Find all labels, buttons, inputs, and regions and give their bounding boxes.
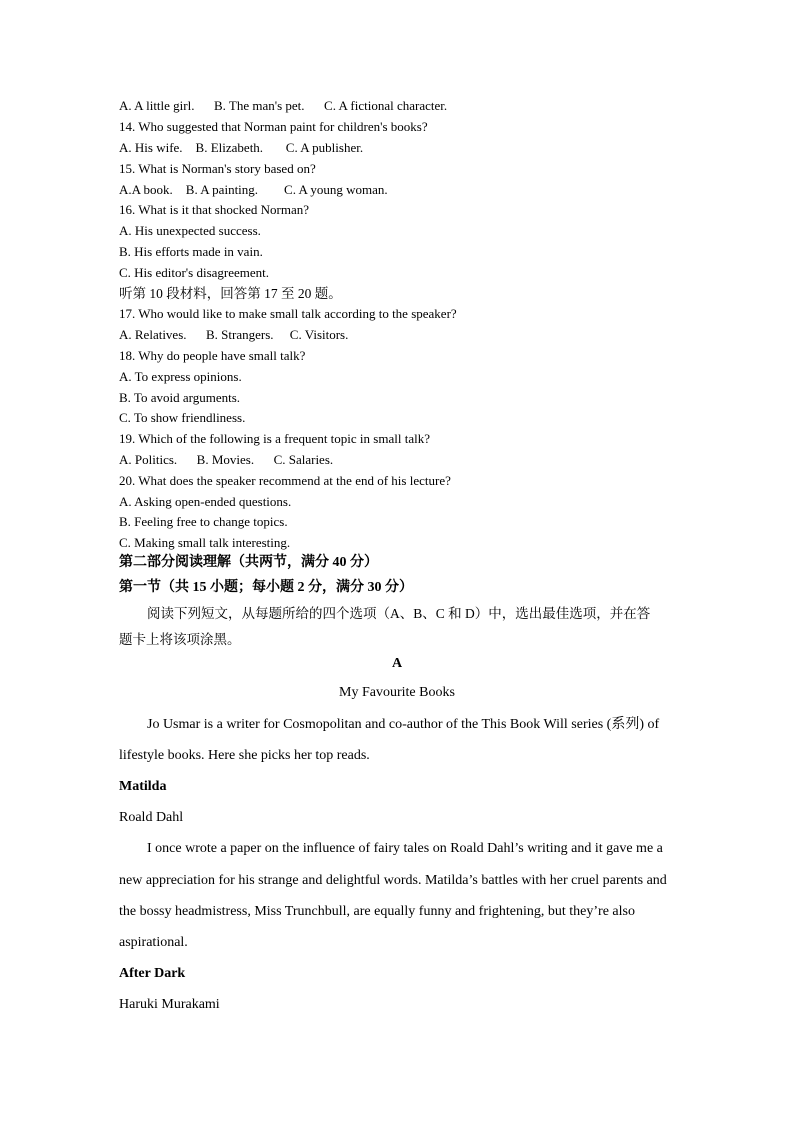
q20-option-c: C. Making small talk interesting. bbox=[119, 535, 291, 550]
q18-question: 18. Why do people have small talk? bbox=[119, 348, 306, 363]
q14-question: 14. Who suggested that Norman paint for children's books? bbox=[119, 119, 428, 134]
q16-option-b: B. His efforts made in vain. bbox=[119, 244, 263, 259]
q16-option-a: A. His unexpected success. bbox=[119, 223, 261, 238]
intro-line-2: lifestyle books. Here she picks her top reads. bbox=[119, 748, 370, 763]
q20-option-a: A. Asking open-ended questions. bbox=[119, 494, 292, 509]
q17-question: 17. Who would like to make small talk according to the speaker? bbox=[119, 306, 457, 321]
book-2-author: Haruki Murakami bbox=[119, 997, 220, 1012]
book-1-author: Roald Dahl bbox=[119, 810, 184, 825]
book-1-title: Matilda bbox=[119, 779, 167, 794]
reading-instruction-line-2: 题卡上将该项涂黑。 bbox=[119, 632, 241, 647]
q15-question: 15. What is Norman's story based on? bbox=[119, 161, 316, 176]
section-title: 第一节（共 15 小题；每小题 2 分，满分 30 分） bbox=[119, 580, 413, 595]
book-2-title: After Dark bbox=[119, 966, 186, 981]
intro-line-1: Jo Usmar is a writer for Cosmopolitan and co-author of the This Book Will series (系列) of bbox=[147, 717, 660, 732]
q18-option-c: C. To show friendliness. bbox=[119, 410, 246, 425]
q15-options: A.A book. B. A painting. C. A young woman. bbox=[119, 182, 388, 197]
q13-options: A. A little girl. B. The man's pet. C. A fictional character. bbox=[119, 98, 448, 113]
passage-title: My Favourite Books bbox=[339, 685, 455, 700]
q20-option-b: B. Feeling free to change topics. bbox=[119, 514, 288, 529]
book-1-text-line-2: new appreciation for his strange and delightful words. Matilda’s battles with her cruel parents and bbox=[119, 873, 667, 888]
q18-option-b: B. To avoid arguments. bbox=[119, 390, 241, 405]
q16-option-c: C. His editor's disagreement. bbox=[119, 265, 270, 280]
q18-option-a: A. To express opinions. bbox=[119, 369, 242, 384]
book-1-text-line-3: the bossy headmistress, Miss Trunchbull, are equally funny and frightening, but they’re also bbox=[119, 904, 635, 919]
q20-question: 20. What does the speaker recommend at the end of his lecture? bbox=[119, 473, 451, 488]
q19-question: 19. Which of the following is a frequent topic in small talk? bbox=[119, 431, 430, 446]
part-title: 第二部分阅读理解（共两节，满分 40 分） bbox=[119, 555, 378, 570]
book-1-text-line-1: I once wrote a paper on the influence of fairy tales on Roald Dahl’s writing and it gave me a bbox=[147, 841, 663, 856]
passage-label: A bbox=[391, 656, 403, 671]
q14-options: A. His wife. B. Elizabeth. C. A publisher. bbox=[119, 140, 364, 155]
q16-question: 16. What is it that shocked Norman? bbox=[119, 202, 310, 217]
book-1-text-line-4: aspirational. bbox=[119, 935, 188, 950]
q17-options: A. Relatives. B. Strangers. C. Visitors. bbox=[119, 327, 349, 342]
q19-options: A. Politics. B. Movies. C. Salaries. bbox=[119, 452, 334, 467]
reading-instruction-line-1: 阅读下列短文，从每题所给的四个选项（A、B、C 和 D）中，选出最佳选项，并在答 bbox=[147, 606, 651, 621]
section-10-instruction: 听第 10 段材料，回答第 17 至 20 题。 bbox=[119, 286, 342, 301]
